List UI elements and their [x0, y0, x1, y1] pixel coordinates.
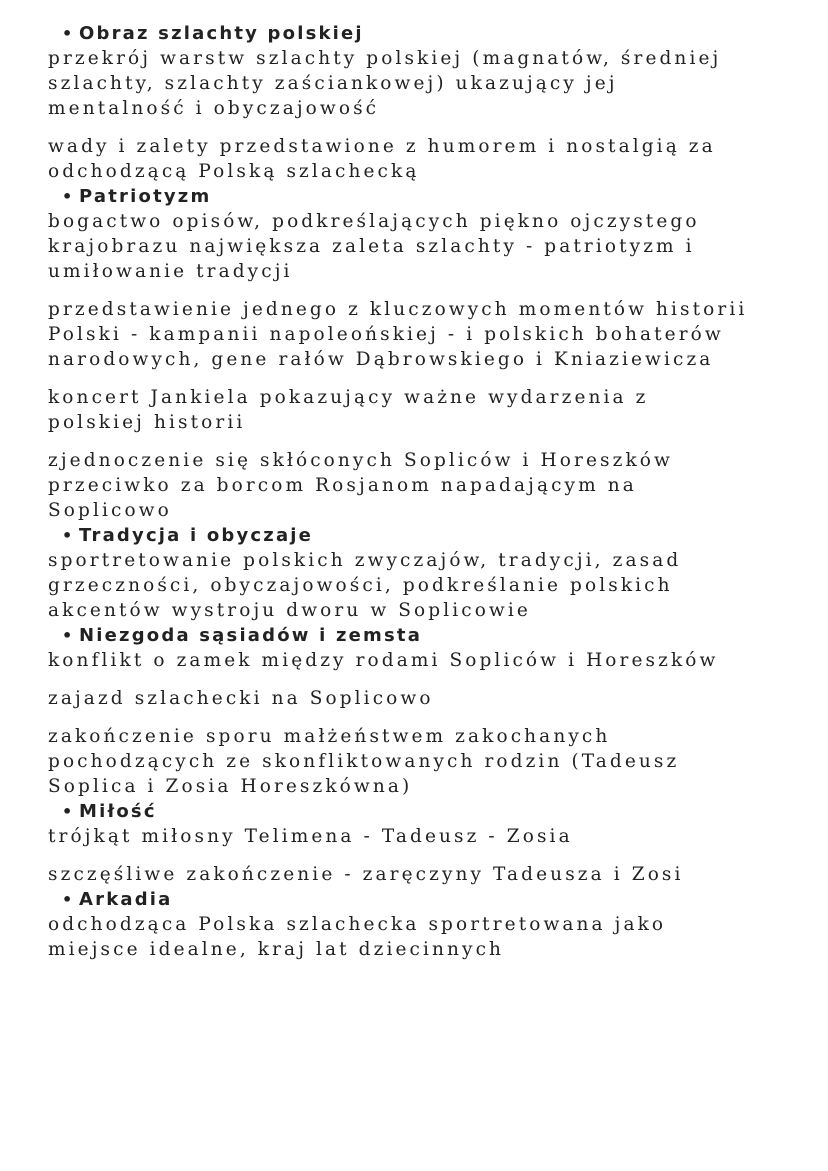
paragraph: przedstawienie jednego z kluczowych momentów historii Polski - kampanii napoleońskiej - i polskich bohaterów narodowych, gene rałów Dąbrowskiego i Kniaziewicza [48, 299, 748, 370]
section-heading [48, 623, 808, 648]
bullet-icon: • [62, 187, 75, 206]
bullet-icon: • [62, 802, 75, 821]
paragraph: sportretowanie polskich zwyczajów, tradycji, zasad grzeczności, obyczajowości, podkreślanie polskich akcentów wystroju dworu w Soplicowie [48, 550, 682, 621]
paragraph: szczęśliwe zakończenie - zaręczyny Tadeusza i Zosi [48, 864, 684, 885]
bullet-icon: • [62, 24, 75, 43]
bullet-icon: • [62, 526, 75, 545]
section-arkadia [48, 887, 808, 962]
section-obraz-szlachty [48, 21, 808, 184]
paragraph: zajazd szlachecki na Soplicowo [48, 688, 434, 709]
section-heading [48, 21, 808, 46]
bullet-icon: • [62, 890, 75, 909]
section-tradycja [48, 523, 808, 623]
section-heading [48, 523, 808, 548]
section-heading-text: Patriotyzm [79, 186, 212, 207]
paragraph: konflikt o zamek między rodami Sopliców i Horeszków [48, 650, 719, 671]
document-page [48, 21, 808, 962]
section-heading-text: Tradycja i obyczaje [79, 525, 314, 546]
paragraph: trójkąt miłosny Telimena - Tadeusz - Zosia [48, 826, 573, 847]
section-heading-text: Arkadia [79, 889, 173, 910]
paragraph: wady i zalety przedstawione z humorem i nostalgią za odchodzącą Polską szlachecką [48, 136, 716, 182]
section-heading-text: Obraz szlachty polskiej [79, 23, 364, 44]
section-patriotyzm [48, 184, 808, 523]
section-heading [48, 887, 808, 912]
section-milosc [48, 799, 808, 887]
bullet-icon: • [62, 626, 75, 645]
paragraph: odchodząca Polska szlachecka sportretowana jako miejsce idealne, kraj lat dziecinnych [48, 914, 667, 960]
section-heading-text: Niezgoda sąsiadów i zemsta [79, 625, 423, 646]
paragraph: zjednoczenie się skłóconych Sopliców i Horeszków przeciwko za borcom Rosjanom napadającym na Soplicowo [48, 450, 673, 521]
section-niezgoda [48, 623, 808, 799]
paragraph: bogactwo opisów, podkreślających piękno ojczystego krajobrazu największa zaleta szlachty - patriotyzm i umiłowanie tradycji [48, 211, 700, 282]
section-heading [48, 184, 808, 209]
paragraph: przekrój warstw szlachty polskiej (magnatów, średniej szlachty, szlachty zaściankowej) ukazujący jej mentalność i obyczajowość [48, 48, 722, 119]
paragraph: koncert Jankiela pokazujący ważne wydarzenia z polskiej historii [48, 387, 649, 433]
section-heading [48, 799, 808, 824]
paragraph: zakończenie sporu małżeństwem zakochanych pochodzących ze skonfliktowanych rodzin (Tadeusz Soplica i Zosia Horeszkówna) [48, 726, 680, 797]
section-heading-text: Miłość [79, 801, 157, 822]
